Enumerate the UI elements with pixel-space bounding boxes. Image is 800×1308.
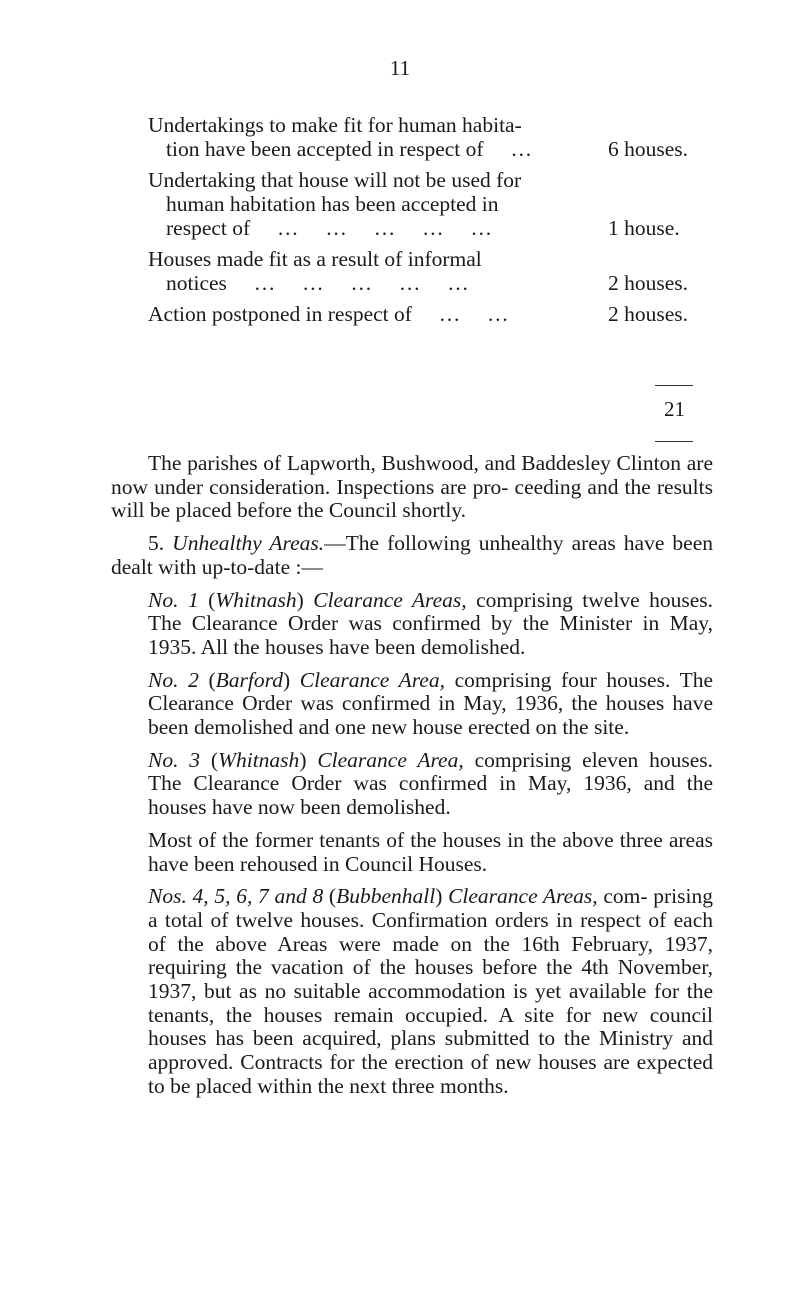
- area-and: and: [268, 884, 313, 909]
- area-paren-close: ): [296, 587, 304, 612]
- area-text: comprising eleven houses. The Clearance Order was confirmed in May, 1936, and the houses have now been demolished.: [148, 747, 713, 820]
- tally-label-line: Action postponed in respect of … …: [148, 302, 509, 326]
- clearance-area-paragraph: [148, 589, 713, 660]
- clearance-area-paragraph: [148, 749, 713, 820]
- tally-label: [148, 302, 596, 326]
- tally-label: [148, 113, 596, 161]
- tally-value: 1 house.: [608, 216, 680, 240]
- tally-label-line: Undertaking that house will not be used for: [148, 168, 522, 192]
- area-title: Clearance Area,: [290, 667, 445, 692]
- area-number-last: 8: [312, 884, 324, 909]
- houses-tally: [148, 113, 720, 333]
- rehoused-paragraph: Most of the former tenants of the houses in the above three areas have been rehoused in Council Houses.: [148, 827, 713, 876]
- tally-value: 2 houses.: [608, 302, 689, 326]
- area-title: Clearance Areas,: [442, 884, 598, 909]
- area-number: No. 1: [148, 587, 199, 612]
- clearance-area-paragraph: [148, 669, 713, 740]
- area-paren-open: (: [323, 884, 337, 909]
- tally-total: 21: [664, 397, 685, 421]
- bubbenhall-paragraph: [148, 885, 713, 1098]
- tally-row: [148, 302, 720, 326]
- area-paren-close: ): [282, 667, 291, 692]
- area-number: No. 2: [148, 667, 199, 692]
- area-number: No. 3: [148, 747, 201, 772]
- tally-label-line: notices … … … … …: [166, 271, 469, 295]
- area-paren-open: (: [198, 667, 216, 692]
- area-place: Whitnash: [215, 587, 297, 612]
- total-rule-top: [655, 385, 693, 386]
- area-paren-close: ): [435, 884, 443, 909]
- parishes-paragraph: The parishes of Lapworth, Bushwood, and Baddesley Clinton are now under consideration. Inspections are pro- ceeding and the results will be placed before the Council shortly.: [111, 451, 713, 523]
- section-intro: —The following unhealthy areas have been dealt with up-to-date :—: [111, 531, 713, 579]
- tally-label-line: tion have been accepted in respect of …: [166, 137, 532, 161]
- tally-row: [148, 168, 720, 240]
- area-text: comprising twelve houses. The Clearance Order was confirmed by the Minister in May, 1935. All the houses have been demolished.: [148, 587, 713, 659]
- area-number: Nos. 4, 5, 6, 7: [148, 884, 269, 909]
- tally-label: [148, 247, 596, 295]
- tally-label-line: respect of … … … … …: [166, 216, 493, 240]
- area-text: comprising four houses. The Clearance Order was confirmed in May, 1936, the houses have been demolished and one new house erected on the site.: [148, 667, 713, 740]
- tally-label-line: Houses made fit as a result of informal: [148, 247, 482, 271]
- tally-value: 2 houses.: [608, 271, 689, 295]
- area-place: Whitnash: [218, 747, 300, 772]
- tally-value: 6 houses.: [608, 137, 689, 161]
- total-rule-bottom: [655, 441, 693, 442]
- tally-row: [148, 247, 720, 295]
- tally-label-line: human habitation has been accepted in: [166, 192, 499, 216]
- section-number: 5.: [148, 531, 165, 556]
- area-place: Bubbenhall: [336, 884, 436, 909]
- tally-label: [148, 168, 596, 240]
- body-text: [111, 452, 713, 1108]
- area-place: Barford: [215, 667, 283, 692]
- page-number: 11: [389, 56, 411, 80]
- section-5-paragraph: [111, 532, 713, 579]
- area-title: Clearance Area,: [306, 747, 464, 772]
- area-paren-open: (: [200, 747, 219, 772]
- area-paren-open: (: [198, 587, 216, 612]
- section-heading: Unhealthy Areas.: [172, 531, 325, 556]
- area-paren-close: ): [299, 747, 307, 772]
- area-title: Clearance Areas,: [303, 587, 467, 612]
- area-text: com- prising a total of twelve houses. Confirmation orders in respect of each of the above Areas were made on the 16th February, 1937, requiring the vacation of the houses before the 4th November, 1937, but as no suitable accommodation is yet available for the tenants, the houses remain occupied. A site for new council houses has been acquired, plans submitted to the Ministry and approved. Contracts for the erection of new houses are expected to be placed within the next three months.: [148, 884, 713, 1098]
- tally-label-line: Undertakings to make fit for human habita-: [148, 113, 522, 137]
- tally-row: [148, 113, 720, 161]
